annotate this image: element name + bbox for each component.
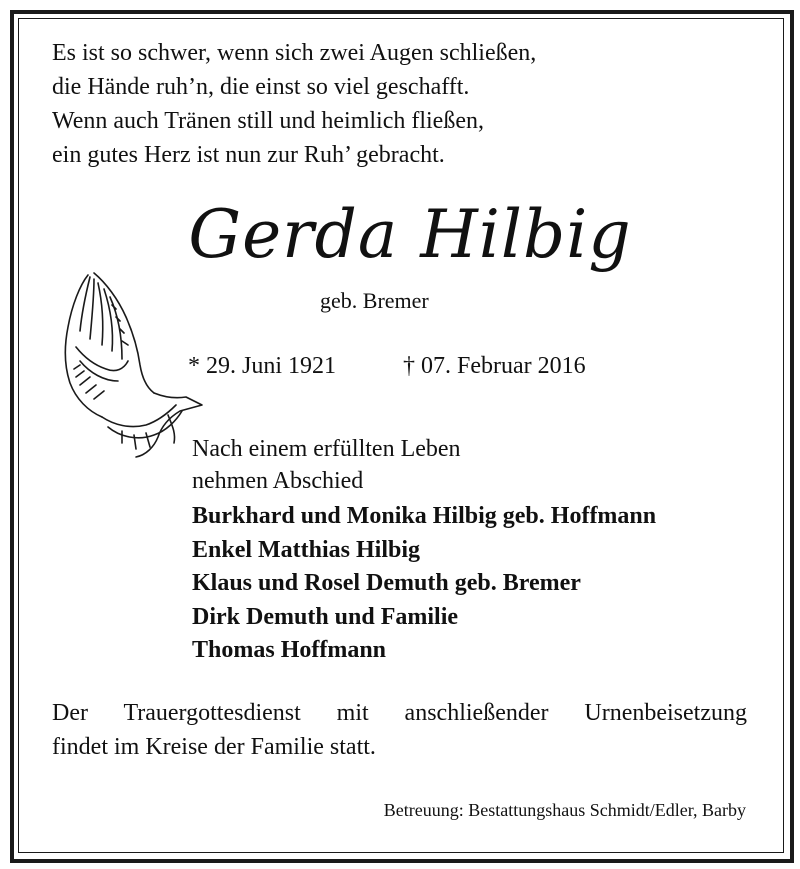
poem-line: Es ist so schwer, wenn sich zwei Augen schließen, xyxy=(52,40,537,66)
poem-line: die Hände ruh’n, die einst so viel geschafft. xyxy=(52,74,470,100)
mourner: Dirk Demuth und Familie xyxy=(192,603,459,630)
death-date: † 07. Februar 2016 xyxy=(403,353,586,379)
mourner: Thomas Hoffmann xyxy=(192,637,387,663)
mourner: Klaus und Rosel Demuth geb. Bremer xyxy=(192,570,581,596)
poem xyxy=(52,36,536,172)
service-line: Der Trauergottesdienst mit anschließender Urnenbeisetzung xyxy=(52,700,747,726)
service-line: findet im Kreise der Familie statt. xyxy=(52,734,376,760)
birth-date: * 29. Juni 1921 xyxy=(188,353,337,379)
mourner: Burkhard und Monika Hilbig geb. Hoffmann xyxy=(192,503,657,529)
intro-line: Nach einem erfüllten Leben xyxy=(192,436,461,462)
mourner: Enkel Matthias Hilbig xyxy=(192,536,421,563)
farewell-intro xyxy=(192,433,461,497)
poem-line: Wenn auch Tränen still und heimlich fließen, xyxy=(52,108,484,134)
deceased-name: Gerda Hilbig xyxy=(188,196,632,273)
mourners-list xyxy=(192,500,656,668)
service-notice xyxy=(52,696,747,764)
funeral-home-credit: Betreuung: Bestattungshaus Schmidt/Edler, Barby xyxy=(383,800,746,820)
maiden-name: geb. Bremer xyxy=(320,288,429,313)
intro-line: nehmen Abschied xyxy=(192,468,364,494)
praying-hands-icon xyxy=(50,265,210,465)
poem-line: ein gutes Herz ist nun zur Ruh’ gebracht. xyxy=(52,142,445,168)
